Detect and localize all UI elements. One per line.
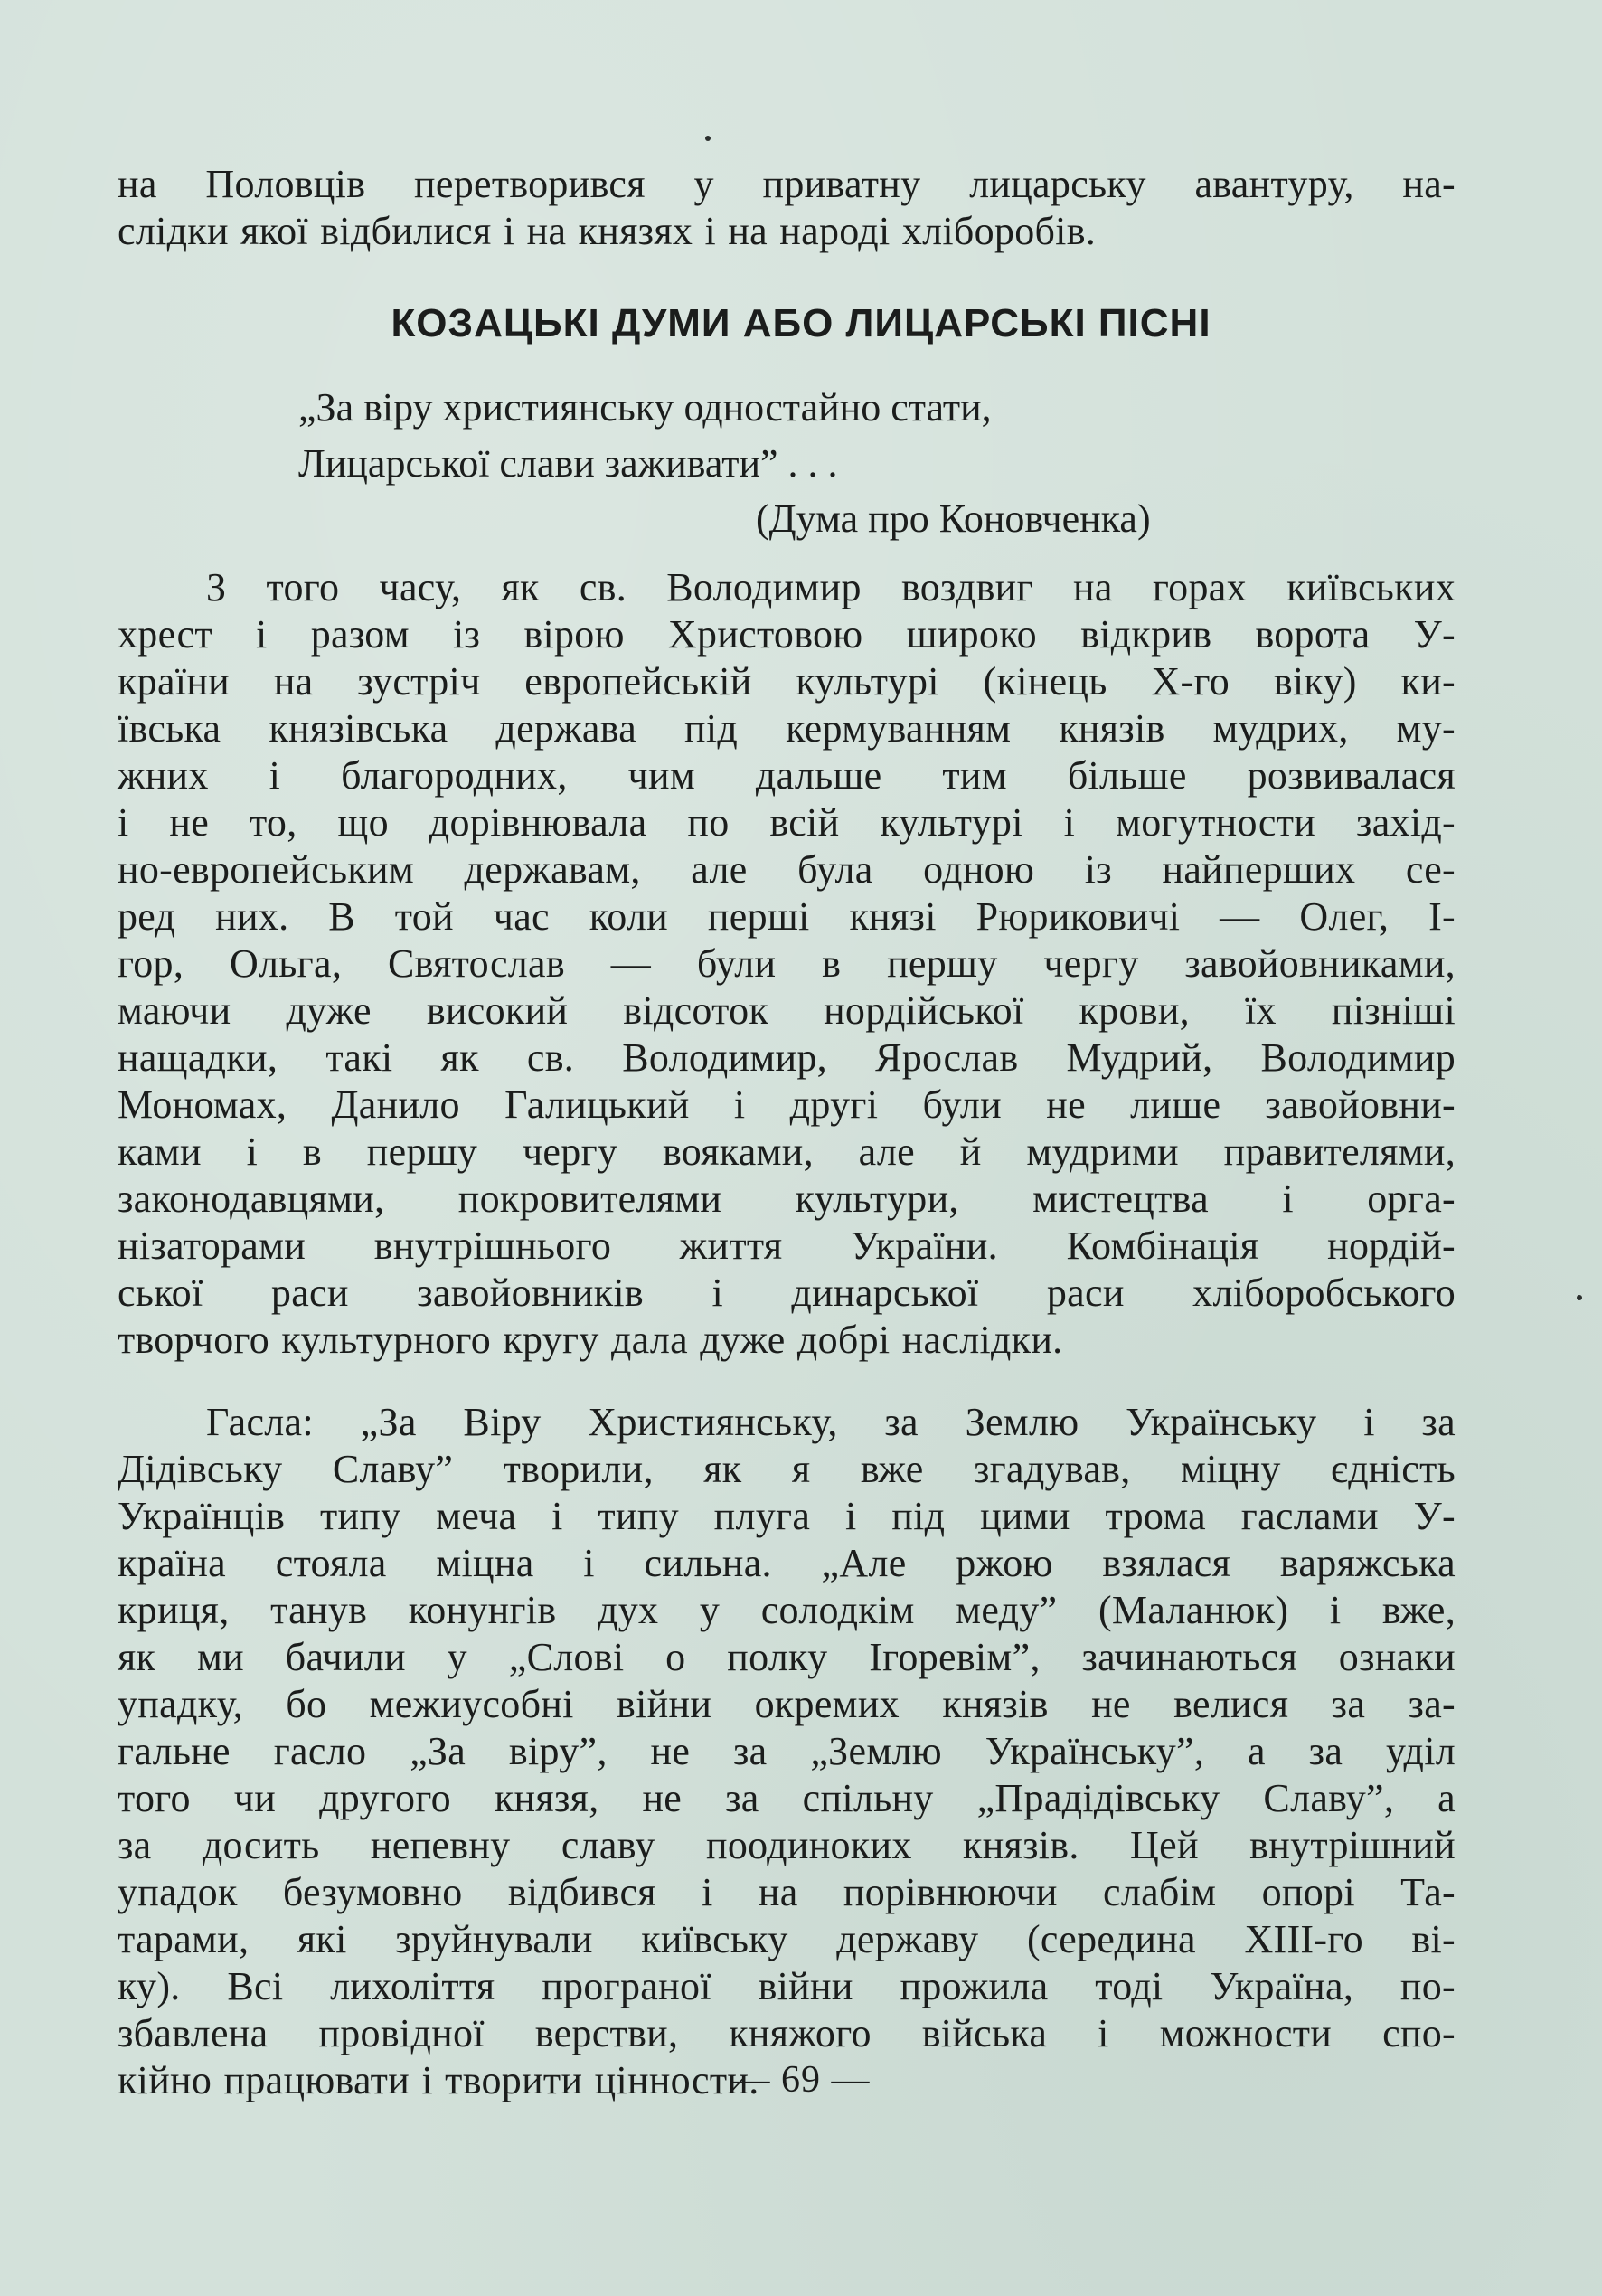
text-line: упадку, бо межиусобні війни окремих князів не велися за за-: [118, 1682, 1456, 1726]
section-heading: КОЗАЦЬКІ ДУМИ АБО ЛИЦАРСЬКІ ПІСНІ: [391, 301, 1211, 345]
text-line: ред них. В той час коли перші князі Рюриковичі — Олег, І-: [118, 894, 1456, 939]
text-line: нізаторами внутрішнього життя України. Комбінація нордій-: [118, 1224, 1456, 1268]
text-line: слідки якої відбилися і на князях і на народі хліборобів.: [118, 209, 1097, 253]
text-line: ївська князівська держава під кермуванням князів мудрих, му-: [118, 706, 1456, 751]
epigraph-line: Лицарської слави заживати” . . .: [298, 441, 838, 486]
ink-speck-top: [705, 136, 711, 141]
text-line: Гасла: „За Віру Християнську, за Землю Українську і за: [206, 1400, 1456, 1444]
epigraph-source: (Дума про Коновченка): [756, 496, 1151, 541]
text-line: на Половців перетворився у приватну лицарську авантуру, на-: [118, 162, 1456, 206]
text-line: криця, танув конунгів дух у солодкім меду” (Маланюк) і вже,: [118, 1588, 1456, 1632]
text-line: упадок безумовно відбився і на порівнюючи слабім опорі Та-: [118, 1870, 1456, 1914]
epigraph: [298, 380, 992, 492]
text-line: нащадки, такі як св. Володимир, Ярослав Мудрий, Володимир: [118, 1035, 1456, 1080]
text-line: Дідівську Славу” творили, як я вже згадував, міцну єдність: [118, 1447, 1456, 1491]
ink-speck-right: [1577, 1295, 1582, 1300]
text-line: кійно працювати і творити цінности.: [118, 2058, 759, 2102]
text-line: хрест і разом із вірою Христовою широко відкрив ворота У-: [118, 612, 1456, 657]
epigraph-line: „За віру християнську одностайно стати,: [298, 385, 992, 430]
text-line: маючи дуже високий відсоток нордійської крови, їх пізніші: [118, 988, 1456, 1033]
text-line: того чи другого князя, не за спільну „Прадідівську Славу”, а: [118, 1776, 1456, 1820]
text-line: і не то, що дорівнювала по всій культурі і могутности захід-: [118, 800, 1456, 845]
text-line: країни на зустріч европейській культурі (кінець Х-го віку) ки-: [118, 659, 1456, 704]
text-line: ками і в першу чергу вояками, але й мудрими правителями,: [118, 1129, 1456, 1174]
text-line: за досить непевну славу поодиноких князів. Цей внутрішний: [118, 1823, 1456, 1867]
text-line: гор, Ольга, Святослав — були в першу чергу завойовниками,: [118, 941, 1456, 986]
text-line: но-европейським державам, але була одною із найперших се-: [118, 847, 1456, 892]
body-paragraph-1: [118, 564, 1456, 1364]
text-line: ської раси завойовників і динарської раси хліборобського: [118, 1271, 1456, 1315]
body-paragraph-2: [118, 1399, 1456, 2104]
text-line: законодавцями, покровителями культури, мистецтва і орга-: [118, 1176, 1456, 1221]
text-line: гальне гасло „За віру”, не за „Землю Українську”, а за уділ: [118, 1729, 1456, 1773]
text-line: збавлена провідної верстви, княжого війська і можности спо-: [118, 2011, 1456, 2055]
text-line: країна стояла міцна і сильна. „Але ржою взялася варяжська: [118, 1541, 1456, 1585]
page-number: — 69 —: [731, 2059, 871, 2101]
text-line: Українців типу меча і типу плуга і під цими трома гаслами У-: [118, 1494, 1456, 1538]
text-line: як ми бачили у „Слові о полку Ігоревім”, зачинаються ознаки: [118, 1635, 1456, 1679]
text-line: ку). Всі лихоліття програної війни прожила тоді Україна, по-: [118, 1964, 1456, 2008]
text-line: Мономах, Данило Галицький і другі були не лише завойовни-: [118, 1082, 1456, 1127]
text-line: творчого культурного кругу дала дуже добрі наслідки.: [118, 1318, 1063, 1362]
text-line: жних і благородних, чим дальше тим більше розвивалася: [118, 753, 1456, 798]
intro-paragraph: [118, 161, 1456, 255]
text-line: З того часу, як св. Володимир воздвиг на горах київських: [206, 565, 1456, 609]
text-line: тарами, які зруйнували київську державу (середина XIII-го ві-: [118, 1917, 1456, 1961]
